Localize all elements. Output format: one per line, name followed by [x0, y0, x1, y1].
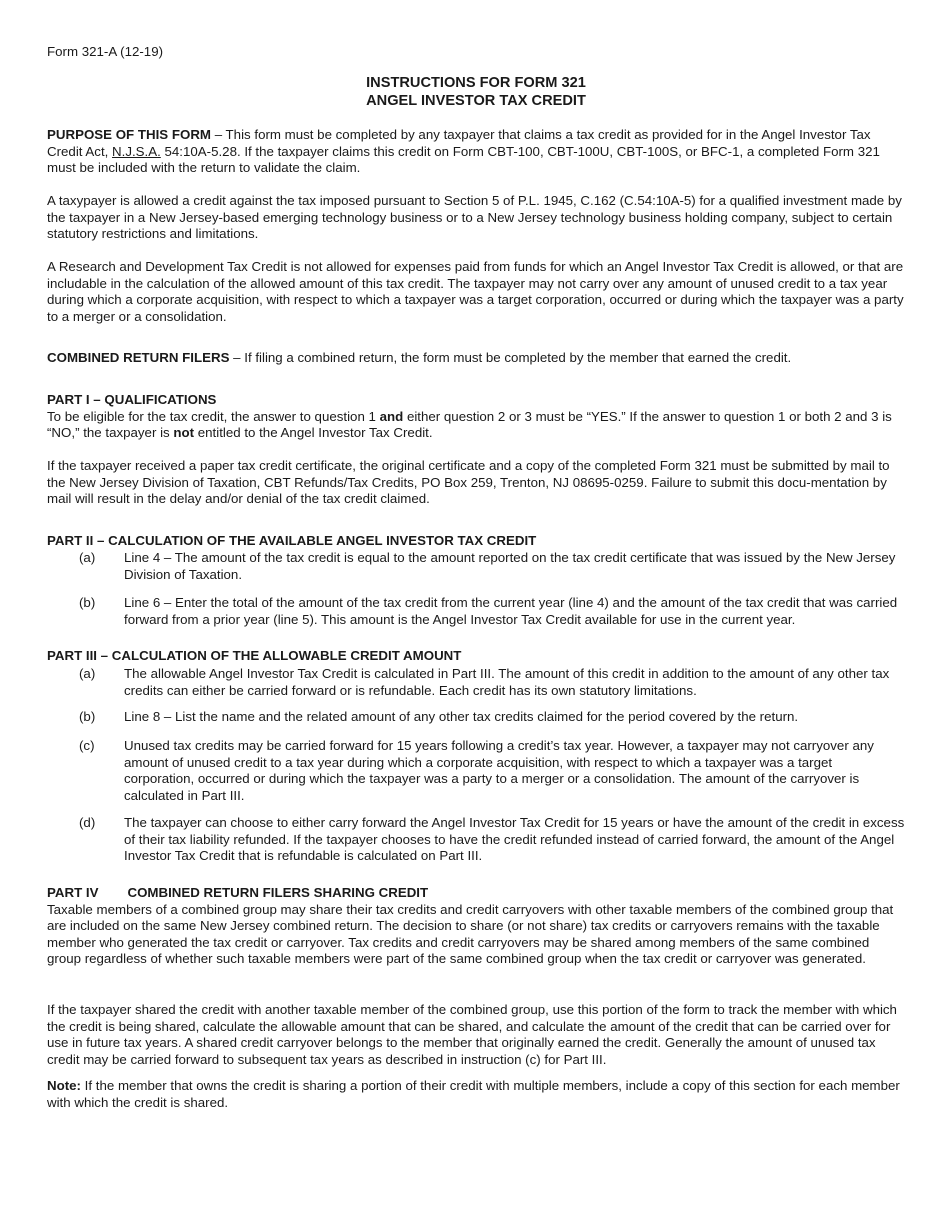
credit-paragraph: A taxypayer is allowed a credit against the tax imposed pursuant to Section 5 of P.L. 1945, C.162 (C.54:10A-5) for a qualified investment made by the taxpayer in a New Jersey-based emerging technology business or to a New Jersey technology business holding company, subject to certain statutory restrictions and limitations.: [47, 193, 902, 242]
purpose-heading: PURPOSE OF THIS FORM: [47, 127, 212, 142]
title-line-1: INSTRUCTIONS FOR FORM 321: [366, 75, 586, 91]
part2-item-a: (a) Line 4 – The amount of the tax credit is equal to the amount reported on the tax credit certificate that was issued by the New Jersey Division of Taxation.: [79, 550, 896, 582]
part4-paragraph-2: If the taxpayer shared the credit with another taxable member of the combined group, use this portion of the form to track the member with which the credit is being shared, calculate the allowable amount that can be shared, and calculate the amount of the credit that can be carried over for use in future tax years. A shared credit carryover belongs to the member that originally earned the credit. Generally the amount of unused tax credit may be carried forward to subsequent tax years as described in instruction (c) for Part III.: [47, 1002, 897, 1067]
part2-section: [47, 533, 905, 550]
part1-eligibility: To be eligible for the tax credit, the answer to question 1 and either question 2 or 3 must be “YES.” If the answer to question 1 or both 2 and 3 is “NO,” the taxpayer is not entitled to the Angel Investor Tax Credit.: [47, 408, 892, 441]
part3-heading: PART III – CALCULATION OF THE ALLOWABLE CREDIT AMOUNT: [47, 648, 462, 663]
item-label: (b): [79, 595, 96, 610]
note-label: Note:: [47, 1078, 81, 1093]
part4-paragraph-1: Taxable members of a combined group may share their tax credits and credit carryovers with other taxable members of the combined group that are included on the same New Jersey combined return. The decision to share (or not share) tax credits or carryovers remains with the taxable member who generated the tax credit or carryover. Tax credits and credit carryovers may be shared among members of the same combined group regardless of whether such taxable members were part of the same combined group when the tax credit or carryover was generated.: [47, 901, 894, 967]
combined-section: COMBINED RETURN FILERS – If filing a combined return, the form must be completed by the member that earned the credit.: [47, 350, 792, 365]
part4-section: [47, 885, 905, 968]
item-label: (c): [79, 738, 95, 753]
part3-item-d: (d) The taxpayer can choose to either carry forward the Angel Investor Tax Credit for 15 years or have the amount of the credit in excess of their tax liability refunded. If the taxpayer chooses to have the credit refunded instead of carried forward, the amount of the Angel Investor Tax Credit that is refundable is calculated on Part III.: [79, 815, 905, 864]
part1-certificate-paragraph: If the taxpayer received a paper tax credit certificate, the original certificate and a copy of the completed Form 321 must be submitted by mail to the New Jersey Division of Taxation, CBT Refunds/Tax Credits, PO Box 259, Trenton, NJ 08695-0259. Failure to submit this docu-mentation by mail will result in the delay and/or denial of the tax credit claimed.: [47, 458, 890, 507]
part1-heading: PART I – QUALIFICATIONS: [47, 392, 217, 407]
item-label: (a): [79, 666, 96, 681]
purpose-section: [47, 127, 905, 177]
rd-paragraph: A Research and Development Tax Credit is not allowed for expenses paid from funds for which an Angel Investor Tax Credit is allowed, or that are includable in the calculation of the allowed amount of this tax credit. The taxpayer may not carry over any amount of unused credit to a tax year during which a corporate acquisition, with respect to which a taxpayer was a target corporation, occurred or during which the taxpayer was a party to a merger or a consolidation.: [47, 259, 904, 324]
item-label: (a): [79, 550, 96, 565]
part3-item-b: (b) Line 8 – List the name and the related amount of any other tax credits claimed for the period covered by the return.: [79, 709, 799, 724]
part2-heading: PART II – CALCULATION OF THE AVAILABLE ANGEL INVESTOR TAX CREDIT: [47, 533, 537, 548]
part2-item-b: (b) Line 6 – Enter the total of the amount of the tax credit from the current year (line 4) and the amount of the tax credit that was carried forward from a prior year (line 5). This amount is the Angel Investor Tax Credit available for use in the current year.: [79, 595, 898, 627]
statute-reference: N.J.S.A.: [112, 143, 161, 159]
part3-item-a: (a) The allowable Angel Investor Tax Credit is calculated in Part III. The amount of this credit in addition to the amount of any other tax credits can either be carried forward or is refundable. Each credit has its own statutory limitations.: [79, 666, 890, 698]
form-id: Form 321-A (12-19): [47, 44, 164, 59]
part3-item-c: (c) Unused tax credits may be carried forward for 15 years following a credit’s tax year. However, a taxpayer may not carryover any amount of unused credit to a tax year during which a corporate acquisition, with respect to which a taxpayer was a target corporation, occurred or during which the taxpayer was a party to a merger or a consolidation. The amount of the carryover is calculated in Part III.: [79, 738, 874, 803]
part4-heading: PART IV COMBINED RETURN FILERS SHARING CREDIT: [47, 885, 429, 900]
part3-section: [47, 648, 905, 665]
item-label: (b): [79, 709, 96, 724]
title-line-2: ANGEL INVESTOR TAX CREDIT: [366, 93, 586, 109]
item-label: (d): [79, 815, 96, 830]
purpose-paragraph: PURPOSE OF THIS FORM – This form must be completed by any taxpayer that claims a tax credit as provided for in the Angel Investor Tax Credit Act, N.J.S.A. 54:10A-5.28. If the taxpayer claims this credit on Form CBT-100, CBT-100U, CBT-100S, or BFC-1, a completed Form 321 must be included with the return to validate the claim.: [47, 127, 880, 176]
part1-section: [47, 392, 905, 442]
document-title: [47, 74, 905, 110]
note-paragraph: Note: If the member that owns the credit is sharing a portion of their credit with multiple members, include a copy of this section for each member with which the credit is shared.: [47, 1078, 900, 1110]
combined-heading: COMBINED RETURN FILERS: [47, 350, 230, 365]
